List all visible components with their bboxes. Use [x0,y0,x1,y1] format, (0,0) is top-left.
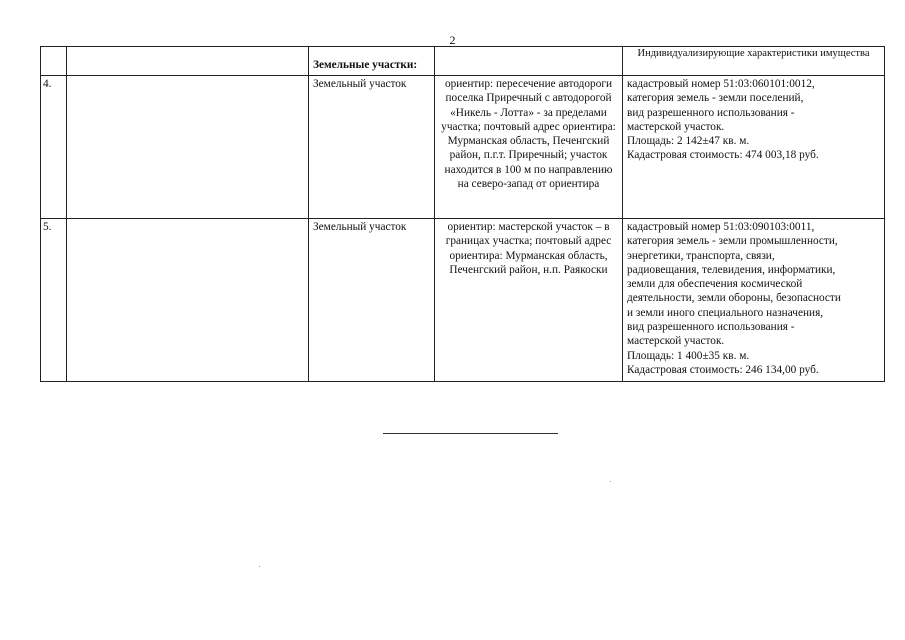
row-orientation: ориентир: пересечение автодороги поселка Приречный с автодорогой «Никель - Лотта» - за пределами участка; почтовый адрес ориентира: Мурманская область, Печенгский район, п.г.т. Приречный; участок находится в 100 м по направлению на северо-запад от ориентира [435,76,623,219]
detail-line: категория земель - земли промышленности, [627,235,838,248]
property-table [40,46,885,382]
row-details [623,219,885,382]
scan-speck [610,481,611,482]
row-number: 5. [41,219,67,382]
row-type: Земельный участок [309,76,435,219]
header-cell-num [41,47,67,76]
detail-line: энергетики, транспорта, связи, [627,249,775,262]
detail-line: земли для обеспечения космической [627,278,803,291]
table-row [41,76,885,219]
table-row [41,219,885,382]
detail-line: вид разрешенного использования - [627,106,795,119]
row-type: Земельный участок [309,219,435,382]
row-owner-cell [67,219,309,382]
header-characteristics: Индивидуализирующие характеристики имущества [623,47,885,76]
row-details [623,76,885,219]
table-header-row [41,47,885,76]
row-owner-cell [67,76,309,219]
row-number: 4. [41,76,67,219]
detail-line: мастерской участок. [627,335,725,348]
detail-line: кадастровый номер 51:03:060101:0012, [627,78,815,90]
header-land-plots: Земельные участки: [309,47,435,76]
detail-line: и земли иного специального назначения, [627,306,824,319]
detail-line: Площадь: 1 400±35 кв. м. [627,349,750,362]
scan-speck [259,566,260,567]
header-cell-name [67,47,309,76]
detail-line: кадастровый номер 51:03:090103:0011, [627,221,815,233]
detail-line: деятельности, земли обороны, безопасности [627,292,841,305]
detail-line: мастерской участок. [627,120,725,133]
detail-line: Кадастровая стоимость: 474 003,18 руб. [627,149,819,162]
end-separator-line [383,433,558,434]
detail-line: вид разрешенного использования - [627,321,795,334]
detail-line: радиовещания, телевидения, информатики, [627,263,836,276]
detail-line: категория земель - земли поселений, [627,92,804,105]
detail-line: Площадь: 2 142±47 кв. м. [627,135,750,148]
row-orientation: ориентир: мастерской участок – в границах участка; почтовый адрес ориентира: Мурманская область, Печенгский район, н.п. Раякоски [435,219,623,382]
page-number: 2 [449,33,456,47]
header-cell-orientation [435,47,623,76]
detail-line: Кадастровая стоимость: 246 134,00 руб. [627,363,819,376]
